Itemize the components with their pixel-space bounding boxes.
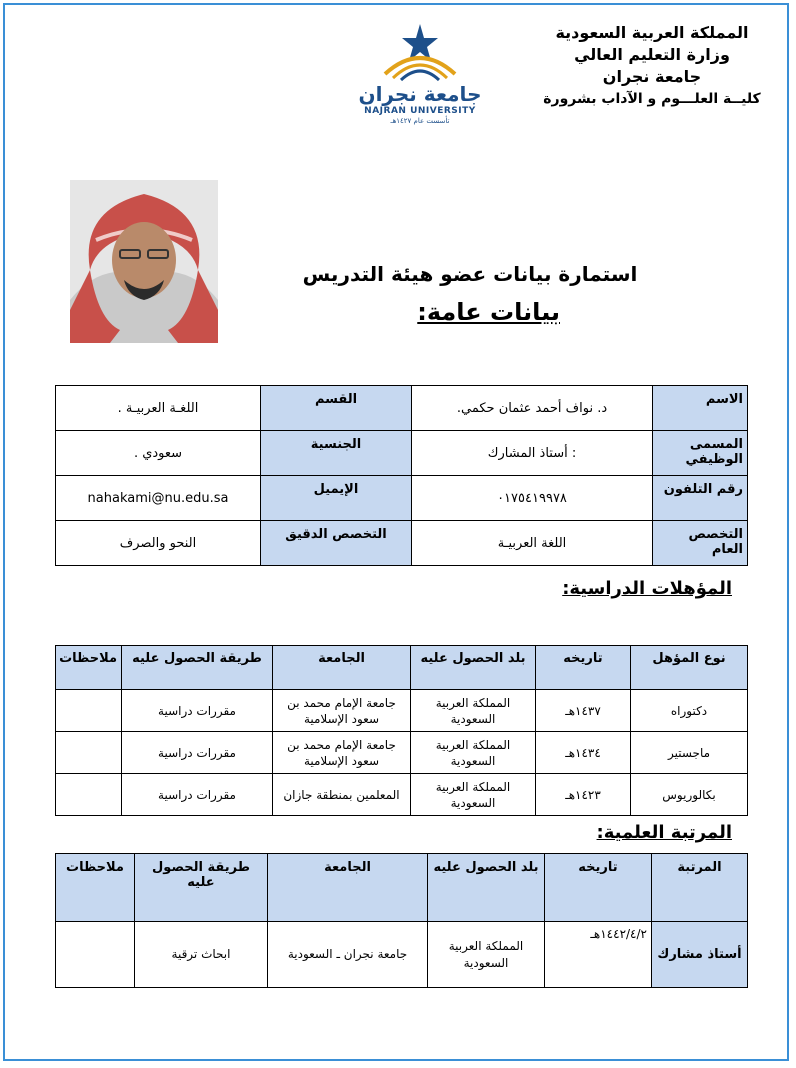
logo-emblem-icon	[355, 22, 485, 84]
cell-university: جامعة الإمام محمد بن سعود الإسلامية	[273, 690, 411, 732]
cell-type: دكتوراه	[631, 690, 748, 732]
table-header-row	[56, 854, 748, 922]
value-general-specialty: اللغة العربيـة	[412, 521, 653, 566]
label-precise-specialty: التخصص الدقيق	[261, 521, 412, 566]
cell-notes	[56, 922, 135, 988]
header-date: تاريخه	[536, 646, 631, 690]
table-row	[56, 521, 748, 566]
header-rank: المرتبة	[652, 854, 748, 922]
header-university: الجامعة	[273, 646, 411, 690]
value-name: د. نواف أحمد عثمان حكمي.	[412, 386, 653, 431]
cell-date: ١٤٣٧هـ	[536, 690, 631, 732]
cell-university: جامعة نجران ـ السعودية	[268, 922, 428, 988]
table-row	[56, 690, 748, 732]
header-country: بلد الحصول عليه	[428, 854, 545, 922]
header-university: الجامعة	[268, 854, 428, 922]
cell-method: مقررات دراسية	[122, 732, 273, 774]
cell-university: جامعة الإمام محمد بن سعود الإسلامية	[273, 732, 411, 774]
header-date: تاريخه	[545, 854, 652, 922]
table-row	[56, 476, 748, 521]
header-method: طريقة الحصول عليه	[135, 854, 268, 922]
header-line-ministry: وزارة التعليم العالي	[574, 45, 730, 64]
cell-method: مقررات دراسية	[122, 774, 273, 816]
table-row	[56, 431, 748, 476]
logo-arabic-name: جامعة نجران	[358, 82, 482, 106]
institution-header	[532, 22, 772, 110]
academic-rank-table	[55, 853, 748, 988]
cell-date: ١٤٢٣هـ	[536, 774, 631, 816]
cell-type: بكالوريوس	[631, 774, 748, 816]
cell-notes	[56, 732, 122, 774]
value-job-title: : أستاذ المشارك	[412, 431, 653, 476]
cell-date: ١٤٣٤هـ	[536, 732, 631, 774]
general-info-table	[55, 385, 748, 566]
header-qualification-type: نوع المؤهل	[631, 646, 748, 690]
university-logo	[355, 22, 485, 125]
value-department: اللغـة العربيـة .	[56, 386, 261, 431]
header-notes: ملاحظات	[56, 854, 135, 922]
cell-type: ماجستير	[631, 732, 748, 774]
label-name: الاسم	[653, 386, 748, 431]
cell-country: المملكة العربية السعودية	[411, 690, 536, 732]
cell-notes	[56, 774, 122, 816]
cell-method: ابحاث ترقية	[135, 922, 268, 988]
header-method: طريقة الحصول عليه	[122, 646, 273, 690]
cell-country: المملكة العربية السعودية	[411, 732, 536, 774]
label-general-specialty: التخصص العام	[653, 521, 748, 566]
label-nationality: الجنسية	[261, 431, 412, 476]
header-line-university: جامعة نجران	[602, 67, 702, 86]
table-header-row	[56, 646, 748, 690]
logo-english-name: NAJRAN UNIVERSITY	[364, 106, 476, 116]
value-precise-specialty: النحو والصرف	[56, 521, 261, 566]
label-job-title: المسمى الوظيفي	[653, 431, 748, 476]
label-phone: رقم التلفون	[653, 476, 748, 521]
cell-country: المملكة العربية السعودية	[428, 922, 545, 988]
cell-method: مقررات دراسية	[122, 690, 273, 732]
header-country: بلد الحصول عليه	[411, 646, 536, 690]
faculty-photo	[70, 180, 218, 343]
table-row	[56, 922, 748, 988]
header-line-kingdom: المملكة العربية السعودية	[555, 23, 749, 42]
cell-university: المعلمين بمنطقة جازان	[273, 774, 411, 816]
label-email: الإيميل	[261, 476, 412, 521]
qualifications-table	[55, 645, 748, 816]
cell-notes	[56, 690, 122, 732]
header-line-college: كليــة العلـــوم و الآداب بشرورة	[543, 91, 761, 107]
cell-country: المملكة العربية السعودية	[411, 774, 536, 816]
header-notes: ملاحظات	[56, 646, 122, 690]
table-row	[56, 774, 748, 816]
logo-founded: تأسست عام ١٤٢٧هـ	[390, 117, 450, 125]
value-email: nahakami@nu.edu.sa	[56, 476, 261, 521]
label-department: القسم	[261, 386, 412, 431]
general-section-heading: بيانات عامة:	[417, 298, 560, 326]
rank-section-heading: المرتبة العلمية:	[596, 822, 732, 843]
table-row	[56, 386, 748, 431]
value-nationality: سعودي .	[56, 431, 261, 476]
qualifications-section-heading: المؤهلات الدراسية:	[562, 578, 732, 599]
value-phone: ٠١٧٥٤١٩٩٧٨	[412, 476, 653, 521]
cell-rank: أستاذ مشارك	[652, 922, 748, 988]
form-title: استمارة بيانات عضو هيئة التدريس	[302, 262, 638, 286]
cell-date: ١٤٤٢/٤/٢هـ	[545, 922, 652, 988]
table-row	[56, 732, 748, 774]
